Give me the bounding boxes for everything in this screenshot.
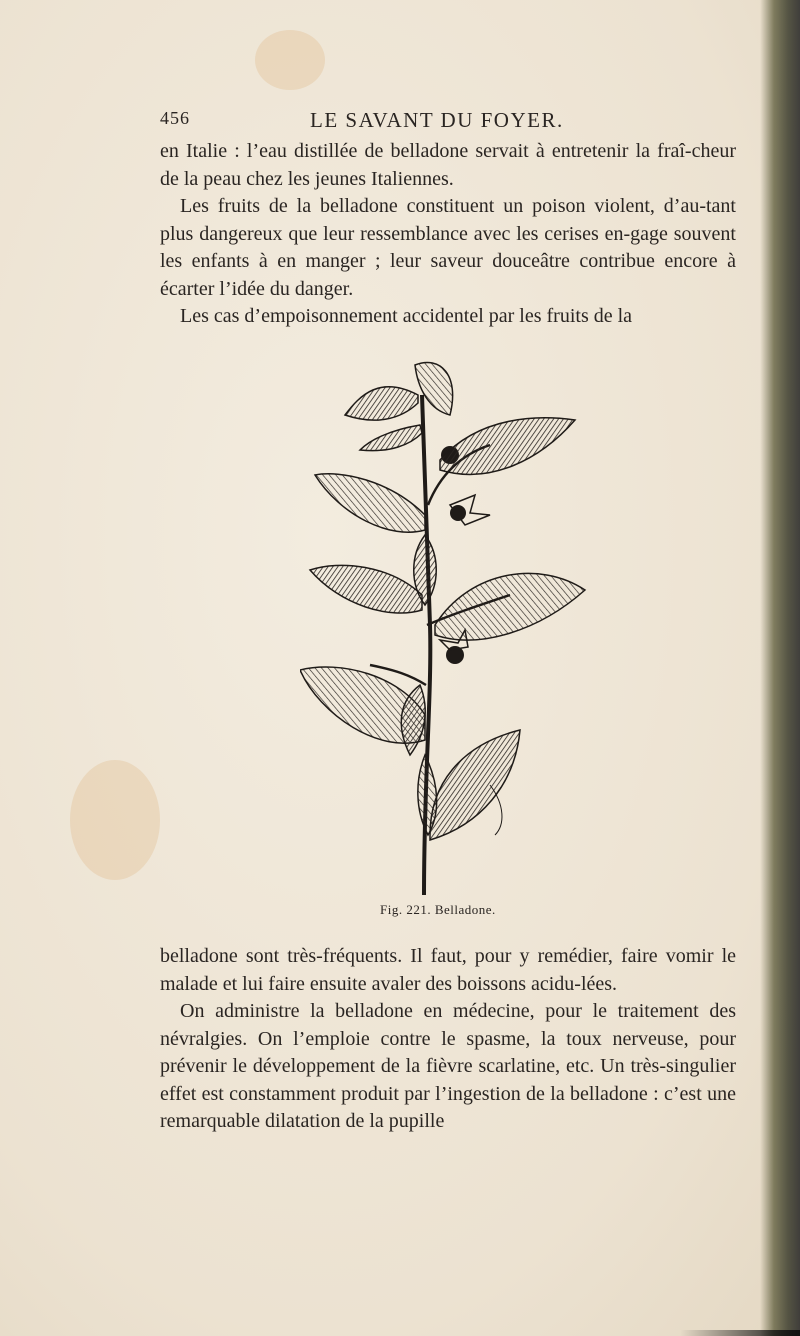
leaf (315, 474, 425, 532)
paragraph: en Italie : l’eau distillée de belladone servait à entretenir la fraî-cheur de la peau chez les jeunes Italiennes. (160, 140, 736, 190)
paragraph: On administre la belladone en médecine, pour le traitement des névralgies. On l’emploie contre le spasme, la toux nerveuse, pour prévenir le développement de la fièvre scarlatine, etc. Un très-singulier effet est constamment produit par l’ingestion de la belladone : c’est une remarquable dilatation de la pupille (160, 1000, 736, 1132)
belladonna-illustration (300, 355, 590, 900)
leaf (440, 418, 575, 475)
page-corner-shadow (680, 1330, 800, 1336)
paragraph: Les cas d’empoisonnement accidentel par les fruits de la (180, 305, 633, 327)
paragraph: Les fruits de la belladone constituent un poison violent, d’au-tant plus dangereux que leur ressemblance avec les cerises en-gage souvent les enfants à en manger ; leur saveur douceâtre contribue encore à écarter l’idée du danger. (160, 195, 736, 300)
paper-stain (255, 30, 325, 90)
page-number: 456 (160, 108, 190, 128)
paper-stain (70, 760, 160, 880)
leaf (310, 565, 422, 613)
text-block-bottom (160, 943, 736, 1136)
figure-caption: Fig. 221. Belladone. (380, 902, 496, 917)
leaf (435, 573, 585, 640)
paragraph: belladone sont très-fréquents. Il faut, pour y remédier, faire vomir le malade et lui faire ensuite avaler des boissons acidu-lées. (160, 945, 736, 995)
running-head (160, 108, 740, 138)
binding-edge-shadow (760, 0, 800, 1336)
leaf (430, 730, 520, 840)
leaf (360, 425, 422, 451)
text-block-top (160, 138, 736, 331)
berry (450, 505, 466, 521)
leaf (418, 755, 437, 835)
running-title: LE SAVANT DU FOYER. (310, 108, 564, 132)
leaf (345, 387, 418, 420)
